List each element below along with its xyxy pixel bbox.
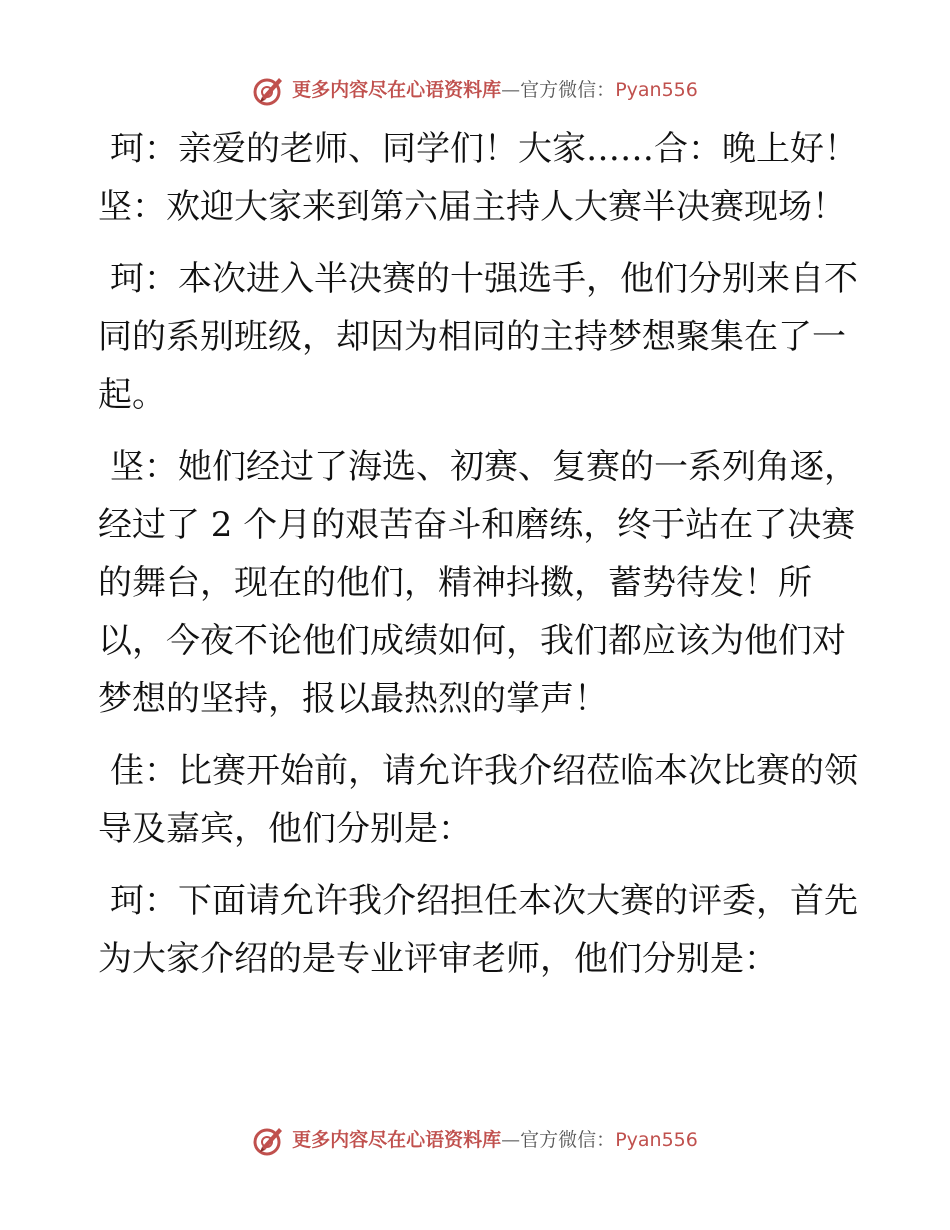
paragraph-1: [98, 120, 858, 178]
paragraph-6-text: 珂：下面请允许我介绍担任本次大赛的评委，首先为大家介绍的是专业评审老师，他们分别是：: [98, 881, 858, 979]
paragraph-1-text: 珂：亲爱的老师、同学们！大家……合：晚上好！: [110, 129, 858, 169]
footer-brand-text: 更多内容尽在心语资料库: [292, 1128, 502, 1151]
paragraph-3-text: 珂：本次进入半决赛的十强选手，他们分别来自不同的系别班级，却因为相同的主持梦想聚集在了一起。: [98, 259, 858, 415]
header-wechat-label: 官方微信：: [520, 78, 616, 101]
paragraph-5-text: 佳：比赛开始前，请允许我介绍莅临本次比赛的领导及嘉宾，他们分别是：: [98, 751, 858, 849]
document-body: [98, 120, 858, 1002]
footer-banner: [0, 1120, 950, 1160]
header-banner: [0, 70, 950, 110]
footer-banner-content: [252, 1123, 698, 1157]
paragraph-2: [98, 178, 858, 236]
header-wechat-id: Pyan556: [615, 78, 698, 101]
paragraph-6: [98, 872, 858, 988]
header-brand-text: 更多内容尽在心语资料库: [292, 78, 502, 101]
footer-wechat-id: Pyan556: [615, 1128, 698, 1151]
paragraph-5: [98, 742, 858, 858]
paragraph-2-text: 坚：欢迎大家来到第六届主持人大赛半决赛现场！: [98, 187, 846, 227]
header-banner-text: [292, 78, 698, 101]
pen-circle-logo-icon: [252, 73, 286, 107]
footer-wechat-label: 官方微信：: [520, 1128, 616, 1151]
header-separator: —: [501, 78, 521, 101]
footer-separator: —: [501, 1128, 521, 1151]
pen-circle-logo-icon: [252, 1123, 286, 1157]
footer-banner-text: [292, 1128, 698, 1151]
paragraph-3: [98, 250, 858, 424]
paragraph-4-text: 坚：她们经过了海选、初赛、复赛的一系列角逐，经过了 2 个月的艰苦奋斗和磨练，终于站在了决赛的舞台，现在的他们，精神抖擞，蓄势待发！所以，今夜不论他们成绩如何，我们都应该为他们对梦想的坚持，报以最热烈的掌声！: [98, 447, 858, 719]
header-banner-content: [252, 73, 698, 107]
paragraph-4: [98, 438, 858, 728]
